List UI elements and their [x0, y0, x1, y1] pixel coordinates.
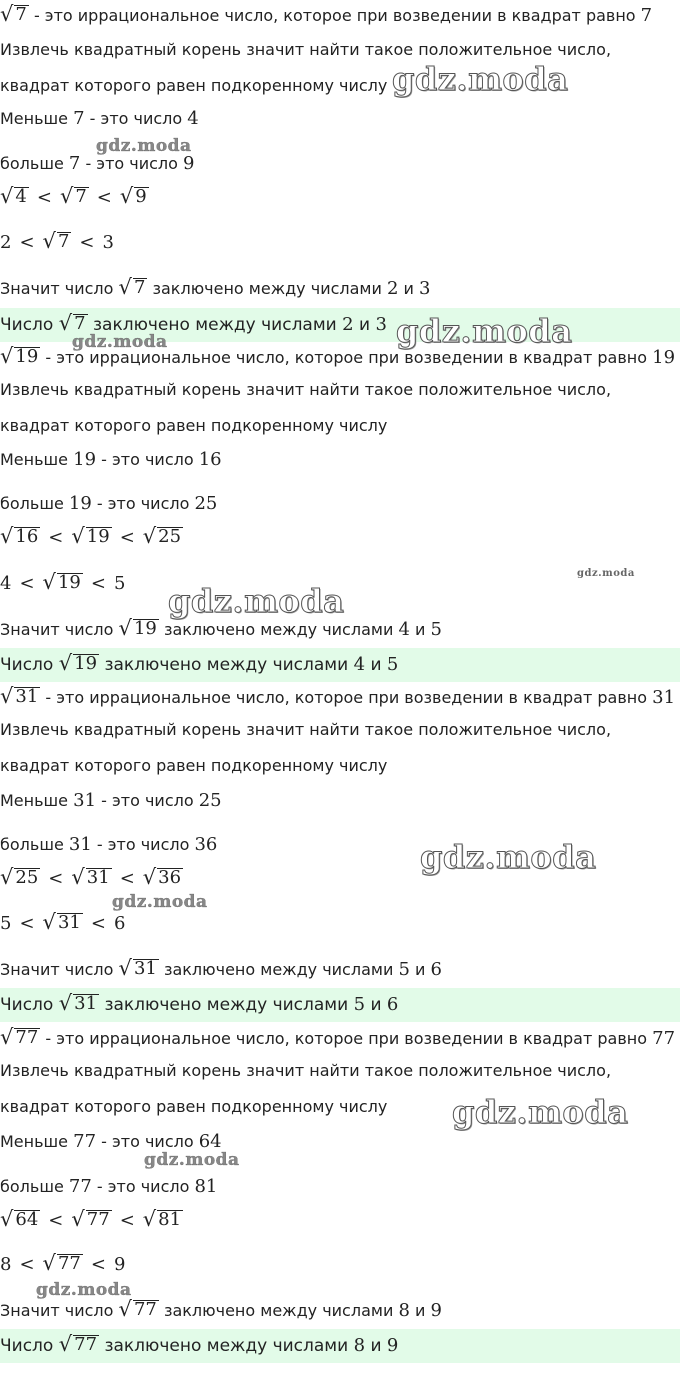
watermark: gdz.moda [420, 838, 597, 876]
sqrt-inequality: √ 64 < √ 77 < √ 81 [0, 1207, 182, 1231]
more-line: больше 7 - это число 9 [0, 153, 195, 174]
less-line: Меньше 77 - это число 64 [0, 1131, 222, 1152]
definition-line: √ 31 - это иррациональное число, которое при возведении в квадрат равно 31 [0, 684, 676, 708]
conclusion-line: Значит число √ 19 заключено между числами 4 и 5 [0, 616, 442, 640]
watermark: gdz.moda [452, 1093, 629, 1131]
extract-line-2: квадрат которого равен подкоренному числу [0, 1097, 388, 1116]
definition-line: √ 77 - это иррациональное число, которое при возведении в квадрат равно 77 [0, 1025, 676, 1049]
watermark: gdz.moda [396, 312, 573, 350]
less-line: Меньше 19 - это число 16 [0, 449, 222, 470]
int-inequality: 5 < √ 31 < 6 [0, 910, 126, 934]
extract-line-2: квадрат которого равен подкоренному числу [0, 416, 388, 435]
watermark: gdz.moda [168, 582, 345, 620]
definition-line: √ 19 - это иррациональное число, которое при возведении в квадрат равно 19 [0, 344, 676, 368]
int-inequality: 2 < √ 7 < 3 [0, 229, 114, 253]
answer-highlight: Число √ 77 заключено между числами 8 и 9 [0, 1329, 680, 1363]
extract-line-2: квадрат которого равен подкоренному числу [0, 76, 388, 95]
int-inequality: 8 < √ 77 < 9 [0, 1251, 126, 1275]
extract-line-1: Извлечь квадратный корень значит найти такое положительное число, [0, 40, 612, 59]
extract-line-1: Извлечь квадратный корень значит найти такое положительное число, [0, 720, 612, 739]
extract-line-1: Извлечь квадратный корень значит найти такое положительное число, [0, 380, 612, 399]
more-line: больше 31 - это число 36 [0, 834, 218, 855]
watermark: gdz.moda [577, 568, 635, 579]
conclusion-line: Значит число √ 31 заключено между числами 5 и 6 [0, 956, 442, 980]
definition-line: √ 7 - это иррациональное число, которое при возведении в квадрат равно 7 [0, 2, 653, 26]
watermark: gdz.moda [392, 60, 569, 98]
int-inequality: 4 < √ 19 < 5 [0, 570, 126, 594]
conclusion-line: Значит число √ 77 заключено между числами 8 и 9 [0, 1297, 442, 1321]
watermark: gdz.moda [36, 1280, 132, 1300]
answer-highlight: Число √ 19 заключено между числами 4 и 5 [0, 648, 680, 682]
watermark: gdz.moda [112, 892, 208, 912]
extract-line-2: квадрат которого равен подкоренному числу [0, 756, 388, 775]
extract-line-1: Извлечь квадратный корень значит найти такое положительное число, [0, 1061, 612, 1080]
more-line: больше 77 - это число 81 [0, 1176, 218, 1197]
sqrt-expression: √ 7 [0, 2, 27, 26]
answer-highlight: Число √ 31 заключено между числами 5 и 6 [0, 988, 680, 1022]
less-line: Меньше 31 - это число 25 [0, 790, 222, 811]
sqrt-inequality: √ 4 < √ 7 < √ 9 [0, 184, 147, 208]
answer-highlight: Число √ 7 заключено между числами 2 и 3 [0, 308, 680, 342]
more-line: больше 19 - это число 25 [0, 493, 218, 514]
conclusion-line: Значит число √ 7 заключено между числами 2 и 3 [0, 275, 431, 299]
watermark: gdz.moda [72, 332, 168, 352]
watermark: gdz.moda [96, 136, 192, 156]
watermark: gdz.moda [144, 1150, 240, 1170]
less-line: Меньше 7 - это число 4 [0, 108, 199, 129]
sqrt-inequality: √ 25 < √ 31 < √ 36 [0, 865, 182, 889]
sqrt-inequality: √ 16 < √ 19 < √ 25 [0, 524, 182, 548]
